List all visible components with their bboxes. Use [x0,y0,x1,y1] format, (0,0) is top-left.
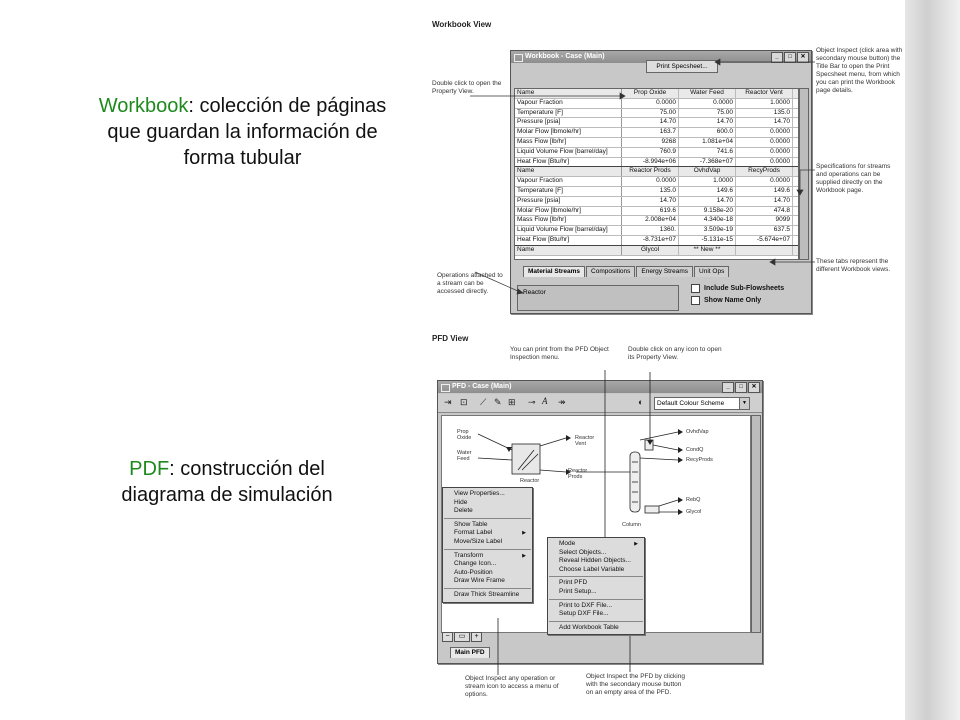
menu-mode[interactable] [548,540,644,549]
grid-row-label[interactable]: Vapour Fraction [515,99,622,108]
zoom-window-icon[interactable]: ⊡ [460,397,468,407]
zoom-all-button[interactable]: ▭ [454,632,470,642]
grid-cell[interactable]: Prop Oxide [622,89,679,98]
draw-stream-icon[interactable]: ⟋ [480,397,487,407]
grid-row-label[interactable]: Temperature [F] [515,187,622,196]
zoom-out-button[interactable]: − [442,632,453,642]
grid-cell[interactable]: Water Feed [679,89,736,98]
grid-cell[interactable]: 0.0000 [736,177,793,186]
tab-main-pfd[interactable]: Main PFD [450,647,490,658]
grid-row-label[interactable]: Liquid Volume Flow [barrel/day] [515,226,622,235]
stream-water-feed [478,458,512,460]
grid-cell[interactable]: RecyProds [736,167,793,176]
reboiler-icon [645,506,659,513]
object-inspect-annotation: Object Inspect (click area with secondary mouse button) the Title Bar to open the Print Specsheet menu, from which you can print the Workbook page details. [816,47,903,94]
maximize-button[interactable]: □ [735,382,747,393]
pfd-window-title: PFD - Case (Main) [452,383,512,390]
menu-print-dxf[interactable]: Print to DXF File... [559,601,613,609]
workbook-term: Workbook [98,95,189,117]
grid-cell[interactable]: 760.9 [622,148,679,157]
grid-cell[interactable]: 474.8 [736,207,793,216]
grid-row-label[interactable]: Name [515,246,622,255]
grid-cell[interactable]: 1.081e+04 [679,138,736,147]
grid-cell[interactable]: Glycol [622,246,679,255]
print-specsheet-button[interactable]: Print Specsheet... [646,60,718,73]
menu-draw-thick-streamline[interactable]: Draw Thick Streamline [454,590,520,598]
add-operation-icon[interactable]: ⊞ [508,397,516,407]
object-context-menu [442,487,533,603]
menu-separator [444,518,531,519]
double-click-icon-annotation: Double click on any icon to open its Property View. [628,346,722,361]
grid-cell[interactable]: 149.6 [736,187,793,196]
grid-row-label[interactable]: Vapour Fraction [515,177,622,186]
label-ovhdvap[interactable]: OvhdVap [686,429,709,435]
zoom-in-button[interactable]: + [471,632,482,642]
grid-cell[interactable]: 1360. [622,226,679,235]
grid-row-label[interactable]: Name [515,167,622,176]
grid-row-label[interactable]: Molar Flow [lbmole/hr] [515,207,622,216]
grid-row-label[interactable]: Temperature [F] [515,109,622,118]
link-icon[interactable]: ⊸ [528,397,536,407]
grid-cell[interactable]: 14.70 [736,118,793,127]
grid-cell[interactable]: 1.0000 [736,99,793,108]
menu-transform-text: Transform [454,551,484,559]
operation-reactor[interactable]: Reactor [523,289,546,296]
grid-cell[interactable]: OvhdVap [679,167,736,176]
grid-cell[interactable]: 4.340e-18 [679,216,736,225]
grid-cell[interactable]: 0.0000 [622,177,679,186]
grid-cell[interactable]: 135.0 [622,187,679,196]
reactor-icon [512,444,540,474]
grid-row-label[interactable]: Mass Flow [lb/hr] [515,138,622,147]
close-button[interactable]: ✕ [748,382,760,393]
grid-cell[interactable]: 75.00 [679,109,736,118]
label-prop-oxide[interactable]: Prop Oxide [457,429,472,441]
menu-draw-wire-frame[interactable]: Draw Wire Frame [454,577,505,585]
menu-separator [444,588,531,589]
grid-cell[interactable]: 0.0000 [736,148,793,157]
pfd-view-heading: PFD View [432,334,469,343]
menu-auto-position[interactable]: Auto-Position [454,568,493,576]
grid-cell[interactable]: 163.7 [622,128,679,137]
menu-separator [549,576,643,577]
text-label-icon[interactable]: A [542,396,548,406]
stream-rebq [659,500,678,506]
grid-cell[interactable]: 1.0000 [679,177,736,186]
menu-add-workbook-table[interactable]: Add Workbook Table [559,623,619,631]
grid-cell[interactable]: -8.994e+06 [622,158,679,167]
grid-cell[interactable]: 9099 [736,216,793,225]
menu-setup-dxf[interactable]: Setup DXF File... [559,610,609,618]
grid-cell[interactable]: 0.0000 [736,138,793,147]
menu-print-setup[interactable]: Print Setup... [559,587,597,595]
grid-cell[interactable]: -7.368e+07 [679,158,736,167]
workbook-definition: : colección de páginas que guardan la información de forma tubular [107,95,387,169]
operations-annotation: Operations attached to a stream can be accessed directly. [437,272,503,295]
colour-scheme-value: Default Colour Scheme [657,400,725,407]
menu-separator [549,599,643,600]
grid-cell[interactable]: 600.0 [679,128,736,137]
grid-row-label[interactable]: Liquid Volume Flow [barrel/day] [515,148,622,157]
label-rebq[interactable]: RebQ [686,497,701,503]
double-click-annotation: Double click to open the Property View. [432,80,502,95]
pdf-definition: : construcción del diagrama de simulación [121,458,333,506]
stream-reactor-vent [540,438,566,446]
grid-cell[interactable]: 2.008e+04 [622,216,679,225]
minimize-button[interactable]: _ [771,52,783,63]
grid-cell[interactable]: -8.731e+07 [622,236,679,245]
grid-cell[interactable]: 149.6 [679,187,736,196]
grid-cell[interactable]: 14.70 [679,197,736,206]
menu-move-size-label[interactable]: Move/Size Label [454,537,503,545]
label-reactor-prods[interactable]: Reactor Prods [568,468,588,480]
stream-reactor-prods [540,470,566,472]
grid-cell[interactable]: 0.0000 [679,99,736,108]
route-stream-icon[interactable]: ↠ [558,397,566,407]
menu-separator [444,549,531,550]
attach-tool-icon[interactable]: ⇥ [444,397,452,407]
grid-cell[interactable]: 0.0000 [622,99,679,108]
menu-mode-text: Mode [559,540,576,547]
submenu-arrow-icon: ▶ [522,530,526,537]
grid-cell[interactable]: 9.158e-20 [679,207,736,216]
checkbox-label: Include Sub-Flowsheets [704,285,785,292]
menu-separator [549,621,643,622]
grid-cell[interactable]: 14.70 [736,197,793,206]
workbook-window-title: Workbook - Case (Main) [525,53,605,60]
grid-cell[interactable]: Reactor Prods [622,167,679,176]
colour-scheme-icon[interactable]: ◐ [638,397,644,407]
grid-cell[interactable]: 14.70 [622,197,679,206]
pen-icon[interactable]: ✎ [494,397,502,407]
grid-row-label[interactable]: Pressure [psia] [515,197,622,206]
menu-delete[interactable]: Delete [454,507,473,515]
checkbox-label: Show Name Only [704,297,762,304]
grid-cell[interactable]: 741.6 [679,148,736,157]
grid-cell[interactable]: 14.70 [679,118,736,127]
tab-energy-streams[interactable]: Energy Streams [636,266,693,277]
grid-cell[interactable]: 14.70 [622,118,679,127]
grid-cell[interactable]: 637.5 [736,226,793,235]
print-from-pfd-annotation: You can print from the PFD Object Inspection menu. [510,346,609,361]
grid-cell[interactable]: -5.131e-15 [679,236,736,245]
grid-row-label[interactable]: Molar Flow [lbmole/hr] [515,128,622,137]
grid-cell[interactable]: 619.6 [622,207,679,216]
label-reactor[interactable]: Reactor [520,478,540,484]
stream-recyprods [640,458,678,460]
label-condq[interactable]: CondQ [686,447,704,453]
menu-format-label[interactable] [443,529,532,538]
label-recyprods[interactable]: RecyProds [686,457,713,463]
grid-cell[interactable]: 75.00 [622,109,679,118]
grid-row-label[interactable]: Heat Flow [Btu/hr] [515,236,622,245]
pfd-context-menu [547,537,645,635]
grid-cell[interactable]: 3.509e-19 [679,226,736,235]
tabs-annotation: These tabs represent the different Workbook views. [816,258,891,273]
menu-print-pfd[interactable]: Print PFD [559,579,588,587]
menu-change-icon[interactable]: Change Icon... [454,560,497,568]
menu-select-objects[interactable]: Select Objects... [559,548,607,556]
submenu-arrow-icon: ▶ [634,541,638,547]
inspect-any-annotation: Object Inspect any operation or stream icon to access a menu of options. [465,675,559,698]
stream-condq [653,445,678,450]
stream-ovhdvap [640,432,678,440]
grid-row-label[interactable]: Name [515,89,622,98]
grid-cell[interactable]: 0.0000 [736,158,793,167]
close-button[interactable]: ✕ [797,52,809,63]
label-column[interactable]: Column [622,522,641,528]
label-glycol[interactable]: Glycol [686,509,702,515]
minimize-button[interactable]: _ [722,382,734,393]
chevron-down-icon[interactable]: ▼ [739,398,749,409]
maximize-button[interactable]: □ [784,52,796,63]
menu-reveal-hidden[interactable]: Reveal Hidden Objects... [559,557,631,565]
grid-cell[interactable]: 135.0 [736,109,793,118]
tab-unit-ops[interactable]: Unit Ops [694,266,729,277]
menu-show-table[interactable]: Show Table [454,520,488,528]
tab-compositions[interactable]: Compositions [586,266,635,277]
grid-cell[interactable]: 9268 [622,138,679,147]
tab-material-streams[interactable]: Material Streams [523,266,585,277]
submenu-arrow-icon: ▶ [522,552,526,559]
grid-cell[interactable]: 0.0000 [736,128,793,137]
label-water-feed[interactable]: Water Feed [457,450,472,462]
label-reactor-vent[interactable]: Reactor Vent [575,435,595,447]
grid-cell[interactable]: ** New ** [679,246,736,255]
grid-row-label[interactable]: Pressure [psia] [515,118,622,127]
grid-row-label[interactable]: Mass Flow [lb/hr] [515,216,622,225]
menu-view-properties[interactable]: View Properties... [454,490,505,497]
pdf-term: PDF [129,458,170,480]
grid-cell[interactable]: Reactor Vent [736,89,793,98]
menu-transform[interactable] [443,552,532,561]
menu-hide[interactable]: Hide [454,498,468,506]
menu-choose-label-variable[interactable]: Choose Label Variable [559,565,625,573]
specifications-annotation: Specifications for streams and operations can be supplied directly on the Workbook page. [816,163,891,194]
grid-cell[interactable]: -5.674e+07 [736,236,793,245]
menu-format-label-text: Format Label [454,529,493,537]
inspect-pfd-annotation: Object Inspect the PFD by clicking with the secondary mouse button on an empty area of the PFD. [586,673,685,696]
grid-row-label[interactable]: Heat Flow [Btu/hr] [515,158,622,167]
workbook-view-heading: Workbook View [432,20,492,29]
